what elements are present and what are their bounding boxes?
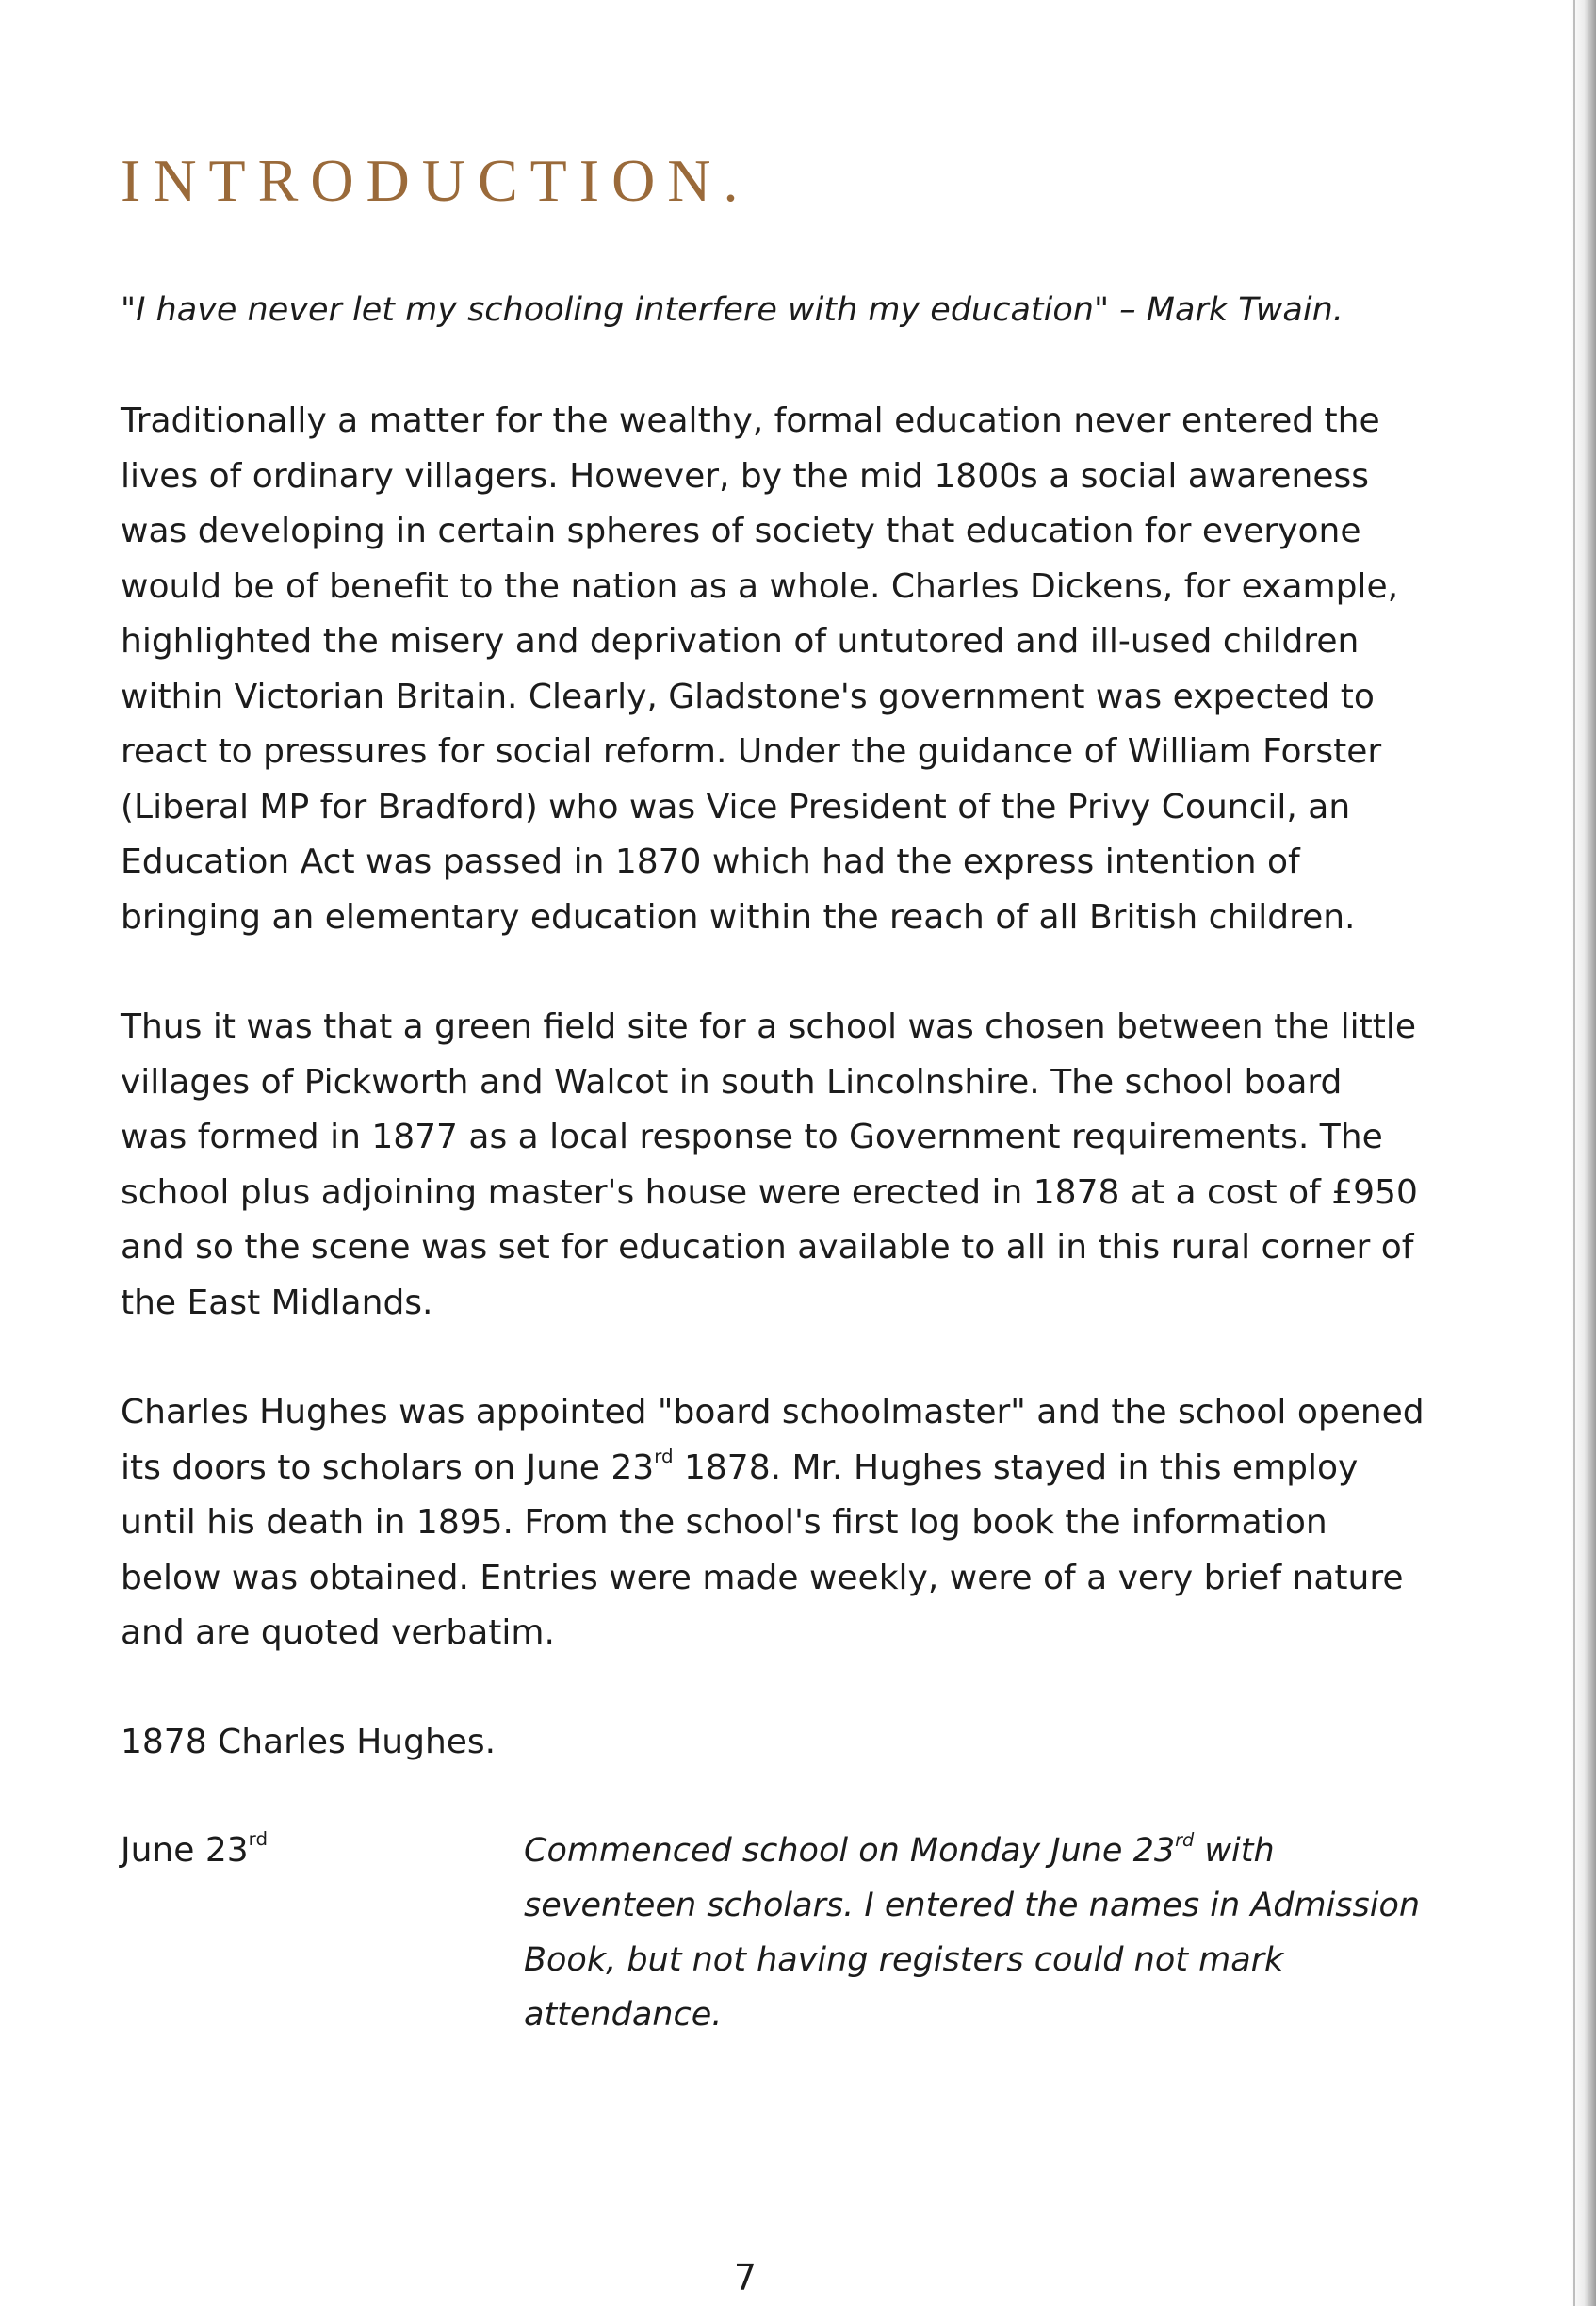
paragraph-line: Thus it was that a green field site for a school was chosen between the little: [121, 1007, 1416, 1046]
paragraph-line: villages of Pickworth and Walcot in south Lincolnshire. The school board: [121, 1062, 1343, 1102]
paragraph-1: [121, 394, 1399, 945]
paragraph-line: below was obtained. Entries were made weekly, were of a very brief nature: [121, 1558, 1404, 1597]
paragraph-line: was formed in 1877 as a local response to Government requirements. The: [121, 1118, 1383, 1156]
entry-line: attendance.: [524, 1996, 723, 2034]
log-entry-text: [524, 1824, 1421, 2042]
epigraph-quote: "I have never let my schooling interfere with my education" – Mark Twain.: [121, 291, 1344, 329]
paragraph-line: highlighted the misery and deprivation of untutored and ill-used children: [121, 622, 1360, 661]
text-fragment: its doors to scholars on June 23: [121, 1447, 655, 1487]
paragraph-line: (Liberal MP for Bradford) who was Vice President of the Privy Council, an: [121, 787, 1351, 826]
text-fragment: with: [1194, 1832, 1275, 1870]
paragraph-line: would be of benefit to the nation as a whole. Charles Dickens, for example,: [121, 566, 1399, 606]
paragraph-line: Charles Hughes was appointed "board schoolmaster" and the school opened: [121, 1393, 1425, 1431]
paragraph-line: [121, 1441, 1392, 1496]
entry-line: [524, 1824, 1372, 1878]
log-entry-date: [121, 1824, 268, 1878]
paragraph-line: Education Act was passed in 1870 which had the express intention of: [121, 842, 1300, 881]
page-number: 7: [733, 2257, 757, 2298]
text-fragment: Commenced school on Monday June 23: [524, 1832, 1176, 1870]
paragraph-line: school plus adjoining master's house were erected in 1878 at a cost of £950: [121, 1172, 1418, 1212]
binding-edge-line: [1573, 0, 1575, 2306]
paragraph-2: [121, 1000, 1418, 1331]
log-year-heading: 1878 Charles Hughes.: [121, 1723, 497, 1761]
ordinal-suffix: rd: [1175, 1828, 1195, 1851]
paragraph-line: and are quoted verbatim.: [121, 1613, 555, 1652]
date-text: June 23: [121, 1831, 249, 1870]
entry-line: seventeen scholars. I entered the names in Admission: [524, 1887, 1421, 1924]
paragraph-line: the East Midlands.: [121, 1283, 433, 1322]
paragraph-line: within Victorian Britain. Clearly, Gladstone's government was expected to: [121, 677, 1375, 716]
paragraph-line: until his death in 1895. From the school's first log book the information: [121, 1503, 1327, 1542]
ordinal-suffix: rd: [248, 1828, 268, 1851]
paragraph-line: react to pressures for social reform. Under the guidance of William Forster: [121, 732, 1382, 771]
paragraph-line: and so the scene was set for education available to all in this rural corner of: [121, 1228, 1414, 1267]
paragraph-line: lives of ordinary villagers. However, by the mid 1800s a social awareness: [121, 456, 1370, 496]
text-fragment: 1878. Mr. Hughes stayed in this employ: [673, 1447, 1359, 1487]
paragraph-line: Traditionally a matter for the wealthy, formal education never entered the: [121, 401, 1380, 440]
paragraph-line: was developing in certain spheres of society that education for everyone: [121, 512, 1361, 550]
ordinal-suffix: rd: [654, 1445, 674, 1467]
entry-line: Book, but not having registers could not mark: [524, 1941, 1284, 1979]
paragraph-line: bringing an elementary education within the reach of all British children.: [121, 897, 1356, 937]
page-title: INTRODUCTION.: [121, 147, 751, 214]
paragraph-3: [121, 1385, 1425, 1661]
